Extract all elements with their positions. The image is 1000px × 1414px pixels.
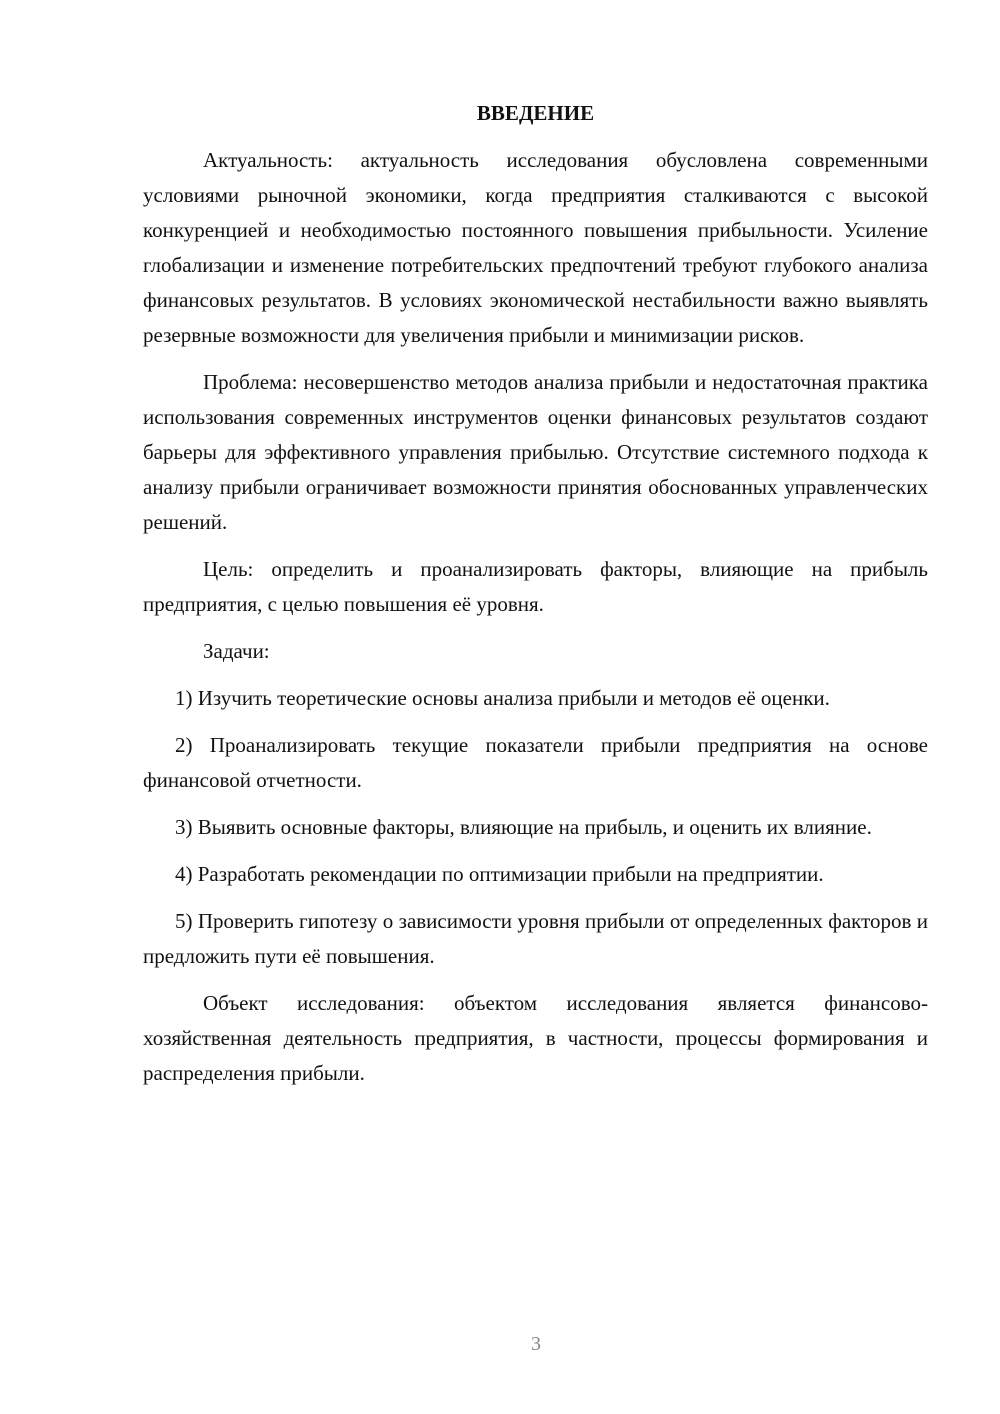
- object-paragraph: Объект исследования: объектом исследования является финансово-хозяйственная деятельность предприятия, в частности, процессы формирования и распределения прибыли.: [143, 991, 928, 1085]
- goal-paragraph: Цель: определить и проанализировать факторы, влияющие на прибыль предприятия, с целью повышения её уровня.: [143, 557, 928, 616]
- task-item-1: 1) Изучить теоретические основы анализа прибыли и методов её оценки.: [175, 686, 830, 710]
- task-item-3: 3) Выявить основные факторы, влияющие на прибыль, и оценить их влияние.: [175, 815, 872, 839]
- task-item-4: 4) Разработать рекомендации по оптимизации прибыли на предприятии.: [175, 862, 824, 886]
- document-page: [143, 96, 928, 1103]
- tasks-list: [143, 681, 928, 974]
- task-item-2: 2) Проанализировать текущие показатели прибыли предприятия на основе финансовой отчетности.: [143, 733, 928, 792]
- task-item-5: 5) Проверить гипотезу о зависимости уровня прибыли от определенных факторов и предложить пути её повышения.: [143, 909, 928, 968]
- problem-paragraph: Проблема: несовершенство методов анализа прибыли и недостаточная практика использования современных инструментов оценки финансовых результатов создают барьеры для эффективного управления прибылью. Отсутствие системного подхода к анализу прибыли ограничивает возможности принятия обоснованных управленческих решений.: [143, 370, 928, 534]
- page-number: 3: [531, 1333, 541, 1355]
- section-heading: ВВЕДЕНИЕ: [476, 101, 595, 125]
- tasks-label: Задачи:: [203, 639, 270, 663]
- relevance-paragraph: Актуальность: актуальность исследования обусловлена современными условиями рыночной экономики, когда предприятия сталкиваются с высокой конкуренцией и необходимостью постоянного повышения прибыльности. Усиление глобализации и изменение потребительских предпочтений требуют глубокого анализа финансовых результатов. В условиях экономической нестабильности важно выявлять резервные возможности для увеличения прибыли и минимизации рисков.: [143, 148, 928, 347]
